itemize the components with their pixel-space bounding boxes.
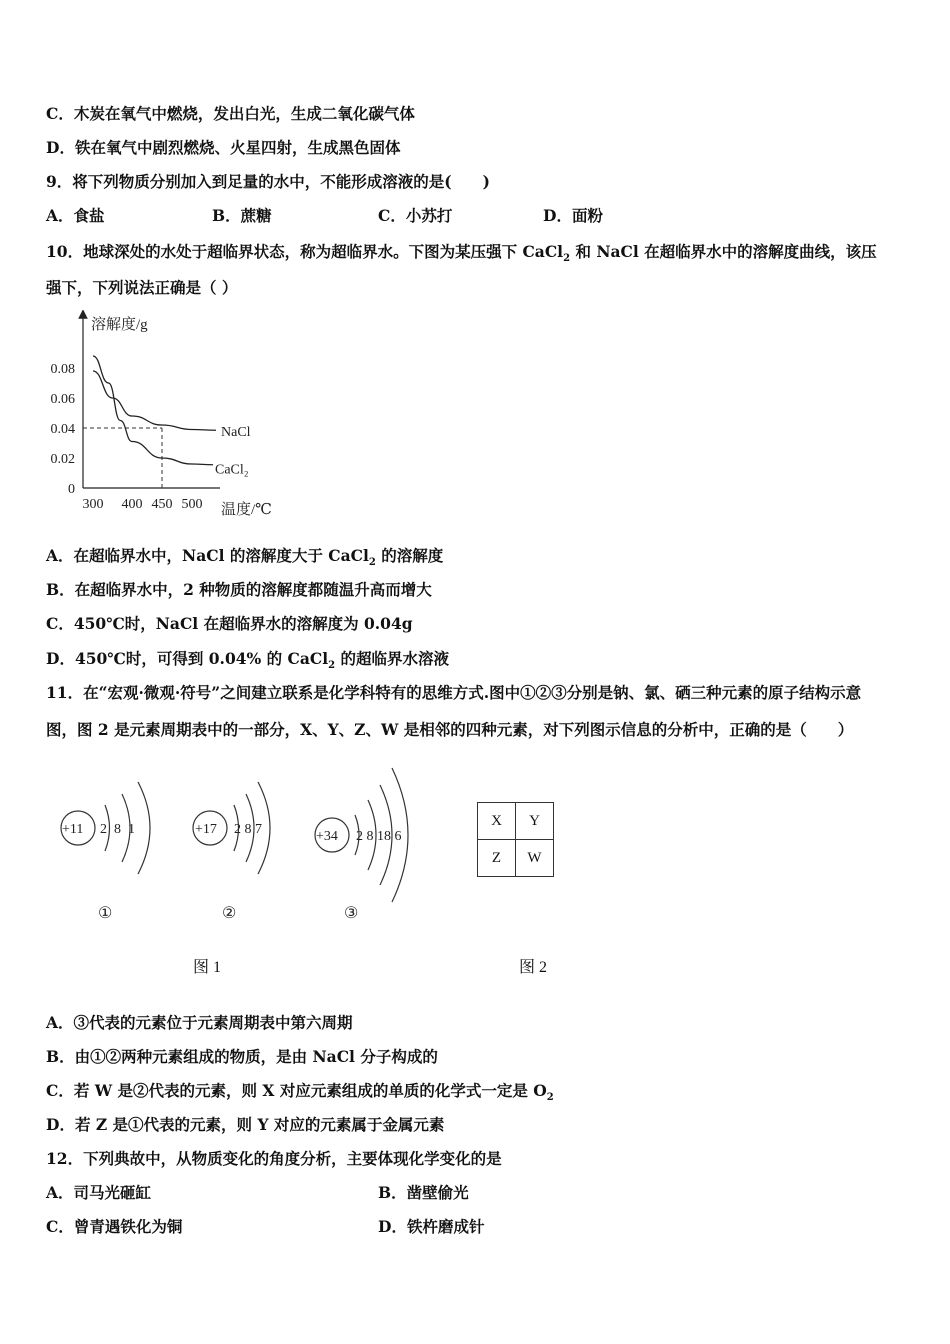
series-label-nacl: NaCl: [221, 425, 251, 440]
atom-selenium-diagram: [315, 768, 408, 922]
q11-option-d: D．若 Z 是①代表的元素，则 Y 对应的元素属于金属元素: [46, 1115, 445, 1134]
q12-option-a: A．司马光砸缸: [46, 1183, 152, 1202]
q9-stem: 9．将下列物质分别加入到足量的水中，不能形成溶液的是( ): [46, 172, 490, 191]
y-tick-label: 0: [68, 482, 75, 497]
y-tick-label: 0.04: [50, 422, 75, 437]
atom-sodium-diagram: [61, 782, 150, 922]
y-tick-label: 0.08: [50, 362, 75, 377]
q8-option-c: C．木炭在氧气中燃烧，发出白光，生成二氧化碳气体: [46, 104, 415, 123]
atom-3-label: ③: [344, 905, 359, 922]
x-tick-label: 400: [121, 497, 143, 512]
q10-stem-line2: 强下，下列说法正确是（ ）: [46, 278, 238, 297]
q12-stem: 12．下列典故中，从物质变化的角度分析，主要体现化学变化的是: [46, 1149, 502, 1168]
x-tick-label: 450: [151, 497, 173, 512]
q11-option-c: C．若 W 是②代表的元素，则 X 对应元素组成的单质的化学式一定是 $O_2$: [46, 1081, 554, 1104]
atom-1-label: ①: [98, 905, 113, 922]
x-tick-label: 500: [181, 497, 203, 512]
atom-chlorine-diagram: [193, 782, 270, 922]
series-line-cacl2: [93, 356, 213, 465]
q9-option-d: D．面粉: [543, 206, 603, 225]
q10-option-c: C．450℃时，NaCl 在超临界水的溶解度为 0.04g: [46, 614, 413, 633]
atom-1-nucleus: +11: [62, 822, 84, 837]
x-axis-label: 温度/℃: [221, 502, 272, 518]
q9-option-c: C．小苏打: [378, 206, 453, 225]
figure-2-caption: 图 2: [519, 959, 548, 976]
x-tick-label: 300: [82, 497, 104, 512]
atom-structure-figure: [50, 760, 470, 930]
atom-2-shells: 2 8 7: [234, 822, 262, 837]
atom-3-nucleus: +34: [316, 829, 338, 844]
atom-1-shells: 2 8 1: [100, 822, 135, 837]
q10-option-b: B．在超临界水中，2 种物质的溶解度都随温升高而增大: [46, 580, 432, 599]
q11-stem-line1: 11．在“宏观·微观·符号”之间建立联系是化学科特有的思维方式.图中①②③分别是钠、氯、硒三种元素的原子结构示意: [46, 683, 862, 702]
q11-stem-line2: 图，图 2 是元素周期表中的一部分，X、Y、Z、W 是相邻的四种元素，对下列图示信息的分析中，正确的是（ ）: [46, 720, 854, 739]
periodic-table-fragment: [477, 802, 554, 877]
q9-option-b: B．蔗糖: [212, 206, 272, 225]
q12-option-d: D．铁杵磨成针: [378, 1217, 485, 1236]
cell-y: Y: [516, 803, 554, 840]
q11-option-b: B．由①②两种元素组成的物质，是由 NaCl 分子构成的: [46, 1047, 438, 1066]
solubility-chart: [45, 310, 285, 520]
y-tick-label: 0.06: [50, 392, 75, 407]
q10-option-d: D．450℃时，可得到 0.04% 的 CaCl$_2$ 的超临界水溶液: [46, 649, 450, 672]
series-line-nacl: [93, 371, 216, 430]
q12-option-c: C．曾青遇铁化为铜: [46, 1217, 183, 1236]
q12-option-b: B．凿壁偷光: [378, 1183, 469, 1202]
cell-z: Z: [478, 840, 516, 877]
series-label-cacl2: CaCl₂: [215, 462, 249, 478]
q10-stem-line1: 10．地球深处的水处于超临界状态，称为超临界水。下图为某压强下 CaCl$_2$ 和 NaCl 在超临界水中的溶解度曲线，该压: [46, 242, 877, 265]
figure-1-caption: 图 1: [193, 959, 222, 976]
y-tick-label: 0.02: [50, 452, 75, 467]
y-axis-label: 溶解度/g: [91, 317, 148, 333]
q9-option-a: A．食盐: [46, 206, 105, 225]
atom-3-shells: 2 8 18 6: [356, 829, 402, 844]
atom-2-nucleus: +17: [195, 822, 217, 837]
q8-option-d: D．铁在氧气中剧烈燃烧、火星四射，生成黑色固体: [46, 138, 401, 157]
atom-2-label: ②: [222, 905, 237, 922]
q10-option-a: A．在超临界水中，NaCl 的溶解度大于 CaCl$_2$ 的溶解度: [46, 546, 444, 569]
cell-x: X: [478, 803, 516, 840]
q11-option-a: A．③代表的元素位于元素周期表中第六周期: [46, 1013, 353, 1032]
cell-w: W: [516, 840, 554, 877]
